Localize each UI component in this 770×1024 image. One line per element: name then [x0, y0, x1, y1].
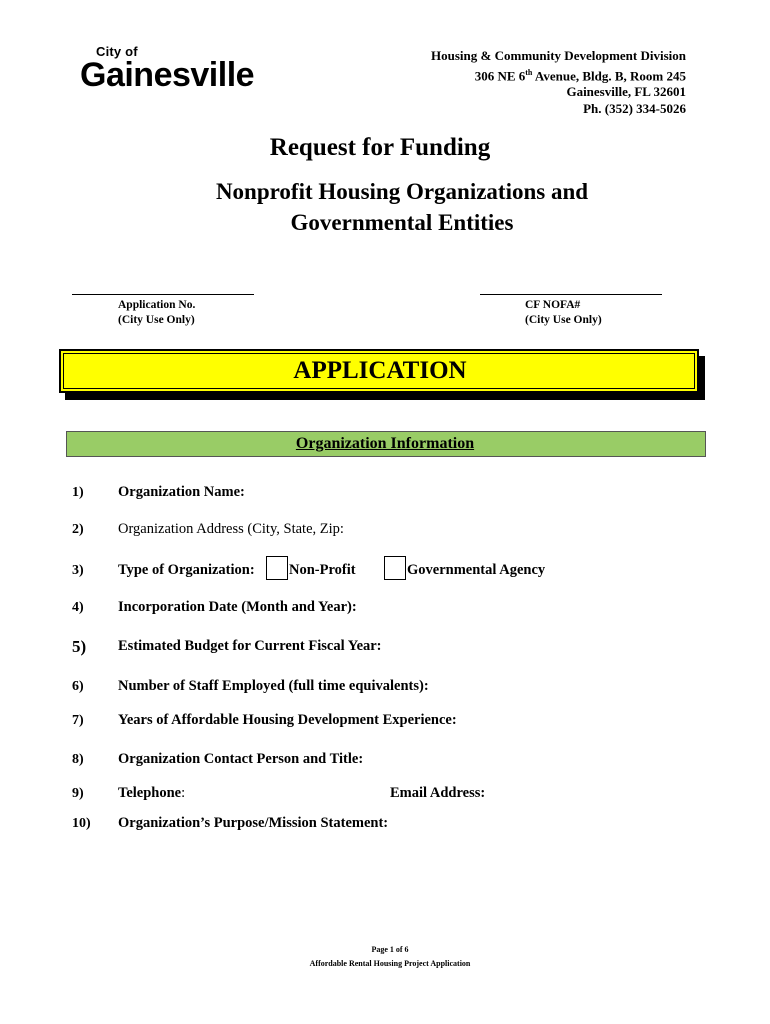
application-no-line[interactable] [72, 294, 254, 295]
section-header-title: Organization Information [295, 435, 475, 452]
document-footer-title: Affordable Rental Housing Project Application [309, 959, 471, 968]
type-of-organization-label: Type of Organization: [118, 562, 255, 578]
governmental-agency-checkbox[interactable] [384, 556, 406, 580]
logo-gainesville: Gainesville [80, 56, 255, 94]
page-title: Request for Funding [269, 134, 491, 161]
row-number-1: 1) [72, 485, 84, 500]
row-number-8: 8) [72, 752, 84, 767]
address-block [431, 48, 686, 117]
cf-nofa-label: CF NOFA# (City Use Only) [525, 299, 602, 326]
row-number-3: 3) [72, 563, 84, 578]
non-profit-checkbox[interactable] [266, 556, 288, 580]
non-profit-option-label: Non-Profit [289, 562, 356, 578]
contact-person-label: Organization Contact Person and Title: [118, 751, 364, 767]
staff-employed-label: Number of Staff Employed (full time equivalents): [118, 678, 429, 694]
page-number: Page 1 of 6 [371, 945, 409, 954]
application-no-label: Application No. (City Use Only) [118, 299, 196, 326]
organization-address-label: Organization Address (City, State, Zip: [118, 521, 344, 537]
cf-nofa-line[interactable] [480, 294, 662, 295]
governmental-agency-option-label: Governmental Agency [407, 562, 546, 578]
row-number-7: 7) [72, 713, 84, 728]
estimated-budget-label: Estimated Budget for Current Fiscal Year: [118, 638, 382, 654]
row-number-2: 2) [72, 522, 84, 537]
housing-experience-label: Years of Affordable Housing Development Experience: [118, 712, 457, 728]
row-number-6: 6) [72, 679, 84, 694]
address-city: Gainesville, FL 32601 [566, 84, 686, 100]
address-phone: Ph. (352) 334-5026 [583, 100, 686, 116]
application-banner-title: APPLICATION [293, 357, 467, 384]
mission-statement-label: Organization’s Purpose/Mission Statement: [118, 815, 389, 831]
row-number-9: 9) [72, 786, 84, 801]
row-number-10: 10) [72, 816, 91, 831]
incorporation-date-label: Incorporation Date (Month and Year): [118, 599, 357, 615]
telephone-label: Telephone: [118, 785, 186, 801]
logo-city-of: City of [96, 44, 138, 59]
row-number-4: 4) [72, 600, 84, 615]
email-address-label: Email Address: [390, 785, 486, 801]
organization-name-label: Organization Name: [118, 484, 245, 500]
address-division: Housing & Community Development Division [431, 48, 686, 63]
row-number-5: 5) [72, 637, 87, 656]
address-street: 306 NE 6th Avenue, Bldg. B, Room 245 [474, 67, 686, 83]
page-subtitle: Nonprofit Housing Organizations and Governmental Entities [215, 179, 589, 235]
